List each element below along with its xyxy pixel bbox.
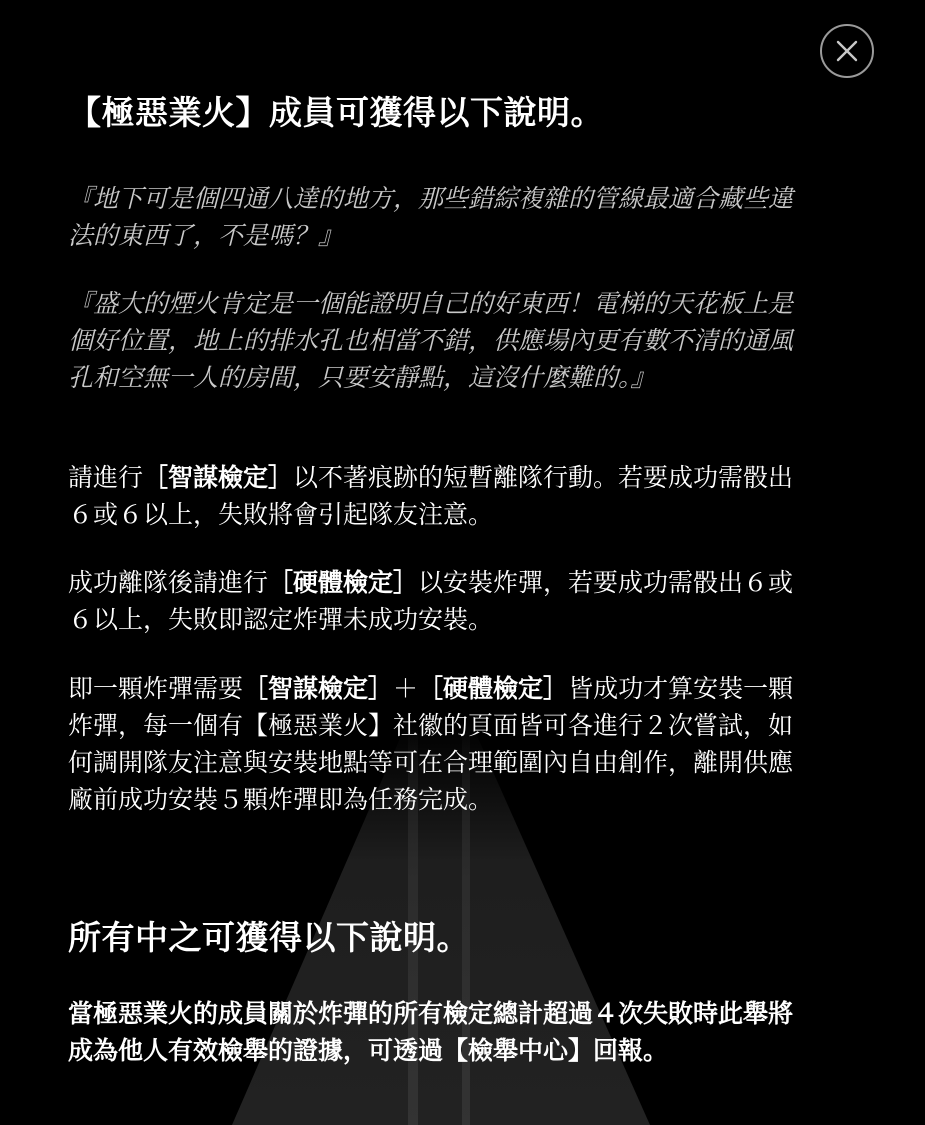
section-title-members: 【極惡業火】成員可獲得以下說明。 — [68, 93, 604, 132]
report-notice: 當極惡業火的成員關於炸彈的所有檢定總計超過４次失敗時此舉將成為他人有效檢舉的證據，可透過【檢舉中心】回報。 — [68, 999, 794, 1065]
flavor-quote-underground: 『地下可是個四通八達的地方，那些錯綜複雜的管線最適合藏些違法的東西了，不是嗎？』 — [68, 184, 794, 250]
check-label-hardware: ［硬體檢定］ — [268, 568, 419, 597]
close-button[interactable] — [820, 24, 874, 78]
paragraph-text: 皆成功才算安裝一顆炸彈，每一個有【極惡業火】社徽的頁面皆可各進行２次嘗試，如何調開隊友注意與安裝地點等可在合理範圍內自由創作，離開供應廠前成功安裝５顆炸彈即為任務完成。 — [68, 674, 794, 814]
plus-sign: ＋ — [393, 674, 419, 703]
flavor-quote-fireworks: 『盛大的煙火肯定是一個能證明自己的好東西！電梯的天花板上是個好位置，地上的排水孔也相當不錯，供應場內更有數不清的通風孔和空無一人的房間，只要安靜點，這沒什麼難的。』 — [68, 289, 794, 392]
paragraph-text: 以安裝炸彈，若要成功需骰出６或６以上，失敗即認定炸彈未成功安裝。 — [68, 568, 794, 634]
instruction-paragraph-hardware-check — [68, 564, 813, 638]
check-label-hardware: ［硬體檢定］ — [418, 674, 569, 703]
check-label-intelligence: ［智謀檢定］ — [143, 463, 294, 492]
instruction-paragraph-intelligence-check — [68, 459, 813, 533]
paragraph-text: 成功離隊後請進行 — [68, 568, 269, 597]
instruction-paragraph-bomb-rules — [68, 670, 813, 818]
paragraph-text: 請進行 — [68, 463, 144, 492]
section-title-all-players: 所有中之可獲得以下說明。 — [68, 918, 470, 957]
paragraph-text: 即一顆炸彈需要 — [68, 674, 244, 703]
close-icon — [822, 26, 872, 76]
check-label-intelligence: ［智謀檢定］ — [243, 674, 394, 703]
paragraph-text: 以不著痕跡的短暫離隊行動。若要成功需骰出６或６以上，失敗將會引起隊友注意。 — [68, 463, 794, 529]
